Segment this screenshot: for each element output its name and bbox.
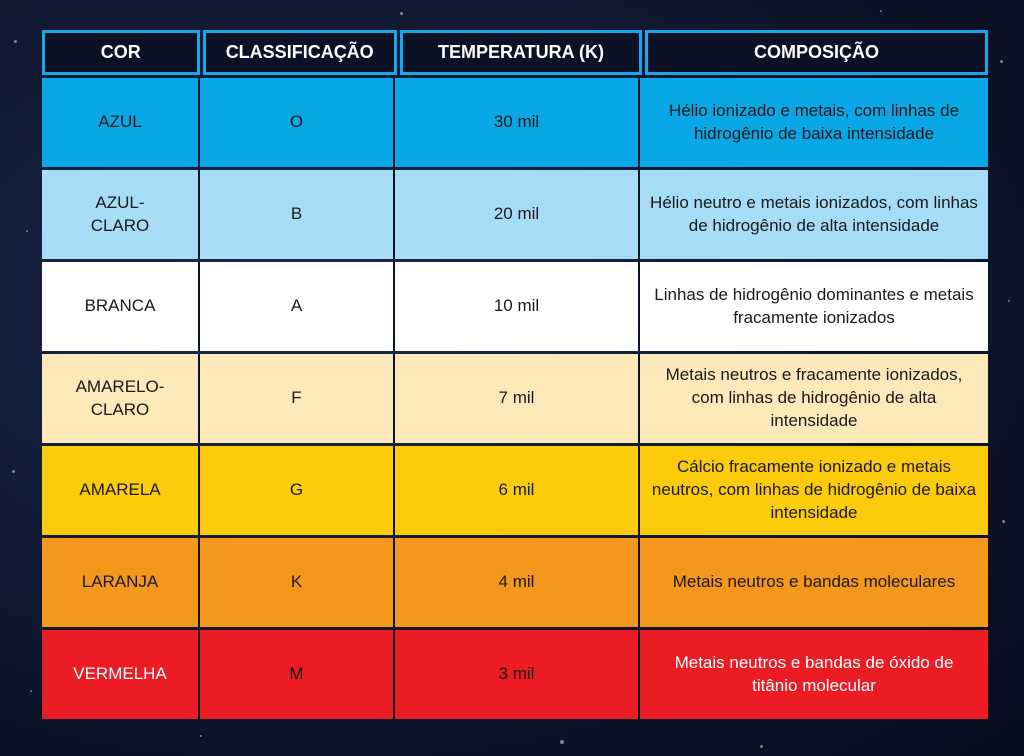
cell-classificacao: O <box>200 78 395 167</box>
table-row <box>42 78 988 167</box>
table-row <box>42 262 988 351</box>
table-row <box>42 170 988 259</box>
star-classification-table <box>42 30 988 722</box>
cell-temperatura: 30 mil <box>395 78 640 167</box>
star <box>12 470 15 473</box>
star <box>760 745 763 748</box>
cell-composicao: Cálcio fracamente ionizado e metais neutros, com linhas de hidrogênio de baixa intensidade <box>651 457 977 522</box>
cell-cor: BRANCA <box>42 262 200 351</box>
cell-temperatura: 10 mil <box>395 262 640 351</box>
cell-classificacao: M <box>200 630 395 719</box>
cell-cor: LARANJA <box>42 538 200 627</box>
cell-composicao: Metais neutros e fracamente ionizados, com linhas de hidrogênio de alta intensidade <box>665 365 963 430</box>
cell-temperatura: 6 mil <box>395 446 640 535</box>
cell-composicao: Metais neutros e bandas moleculares <box>672 572 956 592</box>
cell-temperatura: 4 mil <box>395 538 640 627</box>
cell-composicao: Hélio neutro e metais ionizados, com linhas de hidrogênio de alta intensidade <box>650 192 978 235</box>
star <box>1002 520 1005 523</box>
table-row <box>42 354 988 443</box>
cell-cor: VERMELHA <box>42 630 200 719</box>
star <box>14 40 17 43</box>
cell-temperatura: 3 mil <box>395 630 640 719</box>
header-temperatura: TEMPERATURA (K) <box>400 30 642 75</box>
cell-composicao: Metais neutros e bandas de óxido de titânio molecular <box>674 652 954 695</box>
table-row <box>42 446 988 535</box>
star <box>560 740 564 744</box>
cell-composicao: Hélio ionizado e metais, com linhas de hidrogênio de baixa intensidade <box>668 100 960 143</box>
cell-cor: AMARELA <box>42 446 200 535</box>
cell-classificacao: F <box>200 354 395 443</box>
header-composicao: COMPOSIÇÃO <box>645 30 988 75</box>
cell-classificacao: A <box>200 262 395 351</box>
star <box>1008 300 1010 302</box>
cell-classificacao: B <box>200 170 395 259</box>
table-row <box>42 630 988 719</box>
header-cor: COR <box>42 30 200 75</box>
cell-composicao: Linhas de hidrogênio dominantes e metais fracamente ionizados <box>654 284 974 327</box>
star <box>26 230 28 232</box>
star <box>1000 60 1003 63</box>
star <box>880 10 882 12</box>
star <box>30 690 32 692</box>
cell-temperatura: 20 mil <box>395 170 640 259</box>
cell-classificacao: G <box>200 446 395 535</box>
cell-cor: AZUL- CLARO <box>42 170 200 259</box>
cell-classificacao: K <box>200 538 395 627</box>
header-row <box>42 30 988 75</box>
header-classificacao: CLASSIFICAÇÃO <box>203 30 397 75</box>
cell-cor: AMARELO- CLARO <box>42 354 200 443</box>
table-row <box>42 538 988 627</box>
cell-cor: AZUL <box>42 78 200 167</box>
star <box>400 12 403 15</box>
cell-temperatura: 7 mil <box>395 354 640 443</box>
star <box>200 735 202 737</box>
